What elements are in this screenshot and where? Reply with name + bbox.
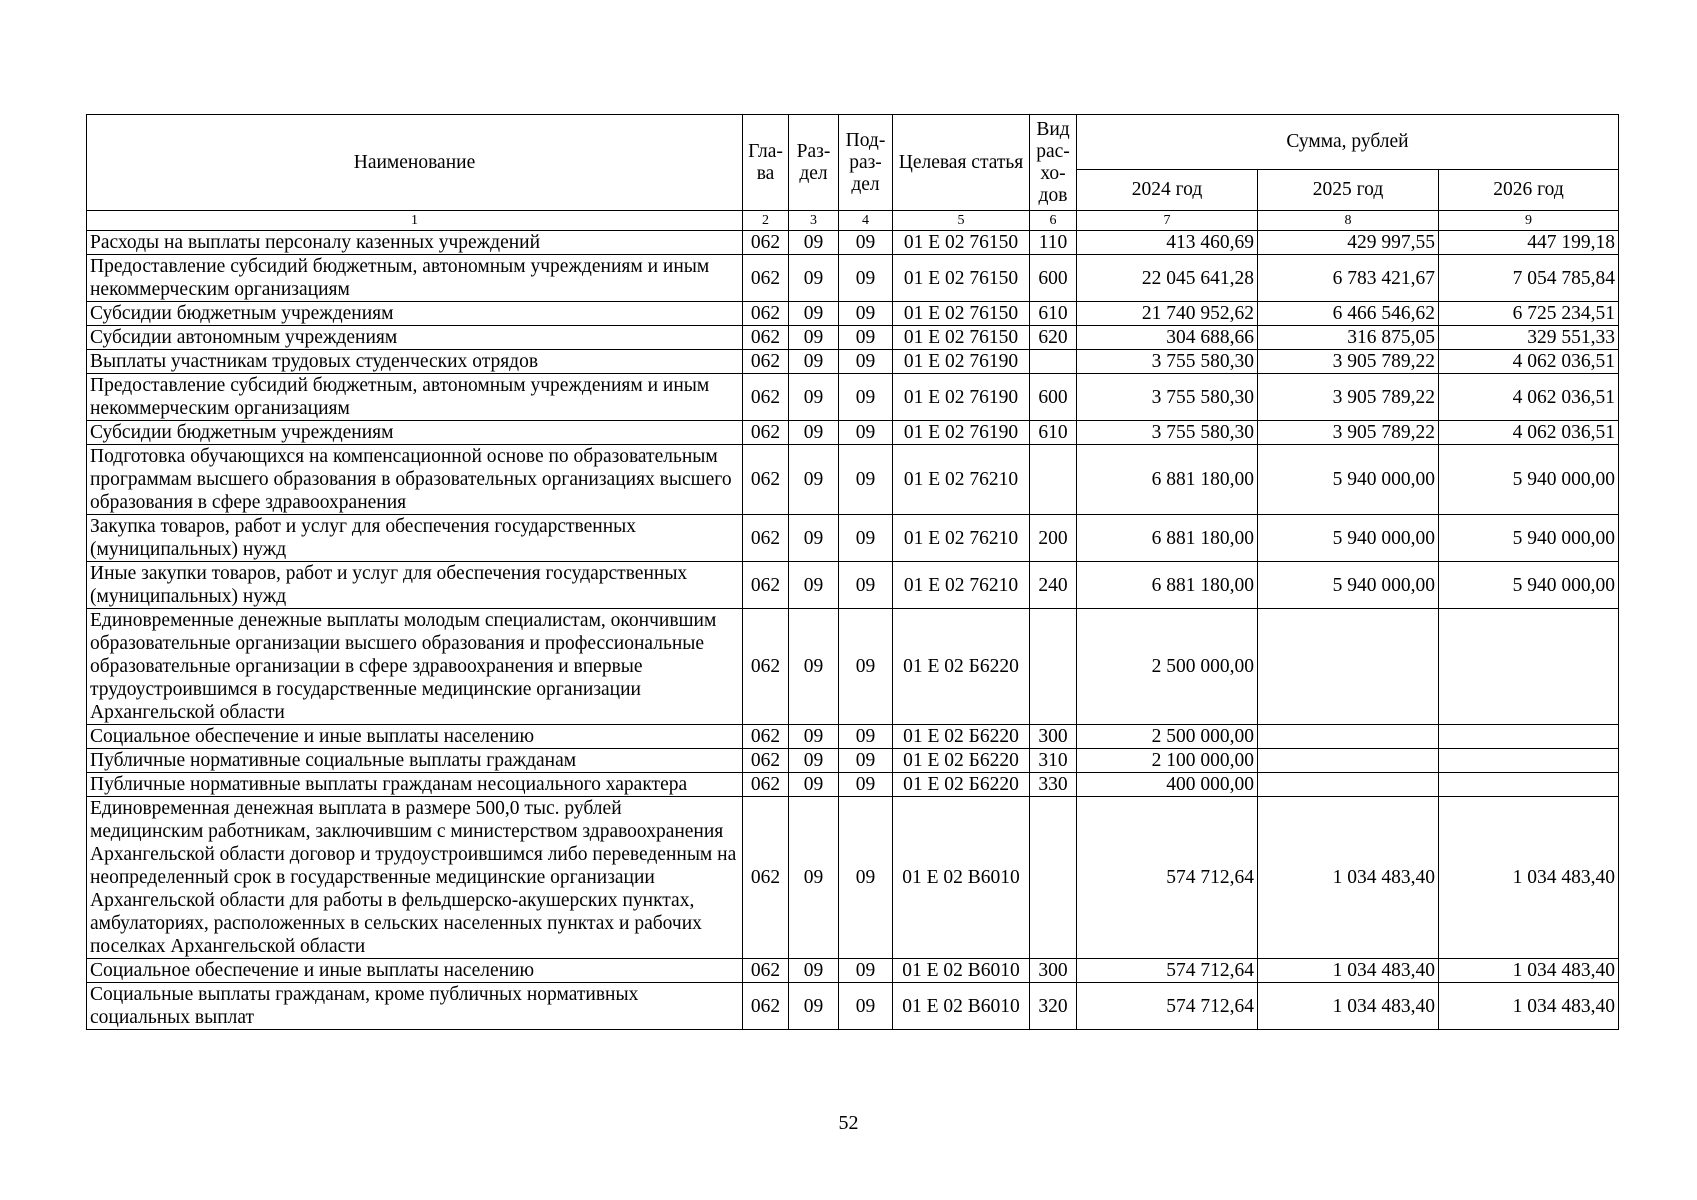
cell-sum-2026: 329 551,33: [1439, 326, 1619, 350]
cell-sum-2024: 21 740 952,62: [1077, 302, 1258, 326]
header-razdel: Раз-дел: [789, 115, 839, 211]
cell-razdel: 09: [789, 515, 839, 562]
table-row: [87, 773, 1619, 797]
cell-sum-2025: 3 905 789,22: [1258, 421, 1439, 445]
cell-name: Публичные нормативные социальные выплаты гражданам: [87, 749, 743, 773]
cell-sum-2024: 22 045 641,28: [1077, 255, 1258, 302]
cell-vid-rashodov: 600: [1030, 255, 1077, 302]
cell-podrazdel: 09: [839, 326, 893, 350]
cell-sum-2025: [1258, 609, 1439, 725]
cell-glava: 062: [743, 231, 789, 255]
cell-sum-2024: 413 460,69: [1077, 231, 1258, 255]
cell-razdel: 09: [789, 773, 839, 797]
column-index: 6: [1030, 211, 1077, 231]
table-row: [87, 983, 1619, 1030]
cell-sum-2026: 7 054 785,84: [1439, 255, 1619, 302]
cell-name: Выплаты участникам трудовых студенческих отрядов: [87, 350, 743, 374]
column-index: 9: [1439, 211, 1619, 231]
cell-vid-rashodov: 240: [1030, 562, 1077, 609]
cell-vid-rashodov: 310: [1030, 749, 1077, 773]
cell-sum-2025: 1 034 483,40: [1258, 797, 1439, 959]
cell-sum-2026: [1439, 749, 1619, 773]
cell-sum-2025: 1 034 483,40: [1258, 959, 1439, 983]
cell-glava: 062: [743, 609, 789, 725]
cell-sum-2025: 1 034 483,40: [1258, 983, 1439, 1030]
table-row: [87, 609, 1619, 725]
cell-name: Публичные нормативные выплаты гражданам несоциального характера: [87, 773, 743, 797]
cell-sum-2024: 574 712,64: [1077, 959, 1258, 983]
cell-sum-2024: 574 712,64: [1077, 797, 1258, 959]
cell-podrazdel: 09: [839, 749, 893, 773]
cell-razdel: 09: [789, 749, 839, 773]
column-index: 7: [1077, 211, 1258, 231]
cell-sum-2024: 6 881 180,00: [1077, 515, 1258, 562]
table-row: [87, 445, 1619, 515]
header-glava: Гла-ва: [743, 115, 789, 211]
cell-celevaya-statya: 01 Е 02 76150: [893, 255, 1030, 302]
cell-sum-2025: 429 997,55: [1258, 231, 1439, 255]
header-row: [87, 115, 1619, 170]
cell-sum-2024: 6 881 180,00: [1077, 562, 1258, 609]
cell-sum-2025: [1258, 749, 1439, 773]
cell-name: Субсидии бюджетным учреждениям: [87, 421, 743, 445]
cell-glava: 062: [743, 562, 789, 609]
table-row: [87, 749, 1619, 773]
cell-name: Социальное обеспечение и иные выплаты населению: [87, 959, 743, 983]
cell-vid-rashodov: 610: [1030, 302, 1077, 326]
table-row: [87, 350, 1619, 374]
column-index: 3: [789, 211, 839, 231]
cell-name: Единовременная денежная выплата в размере 500,0 тыс. рублей медицинским работникам, заключившим с министерством здравоохранения Архангельской области договор и трудоустроившимся либо переведенным на неопределенный срок в государственные медицинские организации Архангельской области для работы в фельдшерско-акушерских пунктах, амбулаториях, расположенных в сельских населенных пунктах и рабочих поселках Архангельской области: [87, 797, 743, 959]
cell-podrazdel: 09: [839, 959, 893, 983]
cell-sum-2026: 1 034 483,40: [1439, 797, 1619, 959]
cell-podrazdel: 09: [839, 562, 893, 609]
cell-glava: 062: [743, 959, 789, 983]
cell-sum-2024: 2 100 000,00: [1077, 749, 1258, 773]
cell-sum-2026: [1439, 609, 1619, 725]
cell-razdel: 09: [789, 609, 839, 725]
cell-razdel: 09: [789, 562, 839, 609]
cell-razdel: 09: [789, 983, 839, 1030]
cell-sum-2024: 574 712,64: [1077, 983, 1258, 1030]
cell-sum-2025: 316 875,05: [1258, 326, 1439, 350]
column-index: 4: [839, 211, 893, 231]
cell-sum-2026: 6 725 234,51: [1439, 302, 1619, 326]
table-row: [87, 725, 1619, 749]
cell-glava: 062: [743, 725, 789, 749]
header-year-2026: 2026 год: [1439, 170, 1619, 211]
cell-sum-2025: 5 940 000,00: [1258, 445, 1439, 515]
cell-name: Субсидии бюджетным учреждениям: [87, 302, 743, 326]
cell-glava: 062: [743, 302, 789, 326]
cell-podrazdel: 09: [839, 515, 893, 562]
cell-glava: 062: [743, 515, 789, 562]
cell-glava: 062: [743, 749, 789, 773]
cell-celevaya-statya: 01 Е 02 76190: [893, 421, 1030, 445]
cell-razdel: 09: [789, 725, 839, 749]
cell-razdel: 09: [789, 374, 839, 421]
cell-podrazdel: 09: [839, 255, 893, 302]
cell-celevaya-statya: 01 Е 02 Б6220: [893, 609, 1030, 725]
cell-podrazdel: 09: [839, 231, 893, 255]
cell-sum-2026: 5 940 000,00: [1439, 445, 1619, 515]
table-row: [87, 231, 1619, 255]
column-index: 5: [893, 211, 1030, 231]
cell-podrazdel: 09: [839, 350, 893, 374]
cell-sum-2025: [1258, 725, 1439, 749]
cell-sum-2025: [1258, 773, 1439, 797]
cell-vid-rashodov: 300: [1030, 959, 1077, 983]
cell-glava: 062: [743, 983, 789, 1030]
cell-sum-2024: 3 755 580,30: [1077, 350, 1258, 374]
cell-razdel: 09: [789, 350, 839, 374]
cell-vid-rashodov: 110: [1030, 231, 1077, 255]
cell-razdel: 09: [789, 445, 839, 515]
cell-glava: 062: [743, 773, 789, 797]
cell-sum-2025: 3 905 789,22: [1258, 350, 1439, 374]
cell-sum-2025: 6 783 421,67: [1258, 255, 1439, 302]
cell-name: Социальное обеспечение и иные выплаты населению: [87, 725, 743, 749]
table-row: [87, 797, 1619, 959]
cell-vid-rashodov: 600: [1030, 374, 1077, 421]
cell-celevaya-statya: 01 Е 02 В6010: [893, 959, 1030, 983]
cell-podrazdel: 09: [839, 445, 893, 515]
table-row: [87, 302, 1619, 326]
cell-celevaya-statya: 01 Е 02 76210: [893, 562, 1030, 609]
cell-celevaya-statya: 01 Е 02 Б6220: [893, 725, 1030, 749]
table-row: [87, 374, 1619, 421]
cell-podrazdel: 09: [839, 773, 893, 797]
cell-name: Субсидии автономным учреждениям: [87, 326, 743, 350]
cell-glava: 062: [743, 326, 789, 350]
cell-name: Предоставление субсидий бюджетным, автономным учреждениям и иным некоммерческим организациям: [87, 255, 743, 302]
column-index-row: [87, 211, 1619, 231]
cell-name: Социальные выплаты гражданам, кроме публичных нормативных социальных выплат: [87, 983, 743, 1030]
cell-razdel: 09: [789, 797, 839, 959]
cell-name: Подготовка обучающихся на компенсационной основе по образовательным программам высшего образования в образовательных организациях высшего образования в сфере здравоохранения: [87, 445, 743, 515]
table-row: [87, 326, 1619, 350]
cell-vid-rashodov: 330: [1030, 773, 1077, 797]
cell-razdel: 09: [789, 255, 839, 302]
cell-glava: 062: [743, 255, 789, 302]
cell-sum-2026: 5 940 000,00: [1439, 515, 1619, 562]
cell-sum-2024: 6 881 180,00: [1077, 445, 1258, 515]
header-summa: Сумма, рублей: [1077, 115, 1619, 170]
cell-podrazdel: 09: [839, 374, 893, 421]
cell-podrazdel: 09: [839, 609, 893, 725]
header-year-2025: 2025 год: [1258, 170, 1439, 211]
cell-razdel: 09: [789, 959, 839, 983]
cell-celevaya-statya: 01 Е 02 В6010: [893, 797, 1030, 959]
cell-podrazdel: 09: [839, 983, 893, 1030]
cell-name: Иные закупки товаров, работ и услуг для обеспечения государственных (муниципальных) нужд: [87, 562, 743, 609]
cell-celevaya-statya: 01 Е 02 Б6220: [893, 749, 1030, 773]
header-year-2024: 2024 год: [1077, 170, 1258, 211]
cell-glava: 062: [743, 445, 789, 515]
cell-sum-2026: 4 062 036,51: [1439, 374, 1619, 421]
cell-sum-2026: 1 034 483,40: [1439, 983, 1619, 1030]
cell-glava: 062: [743, 350, 789, 374]
cell-sum-2025: 3 905 789,22: [1258, 374, 1439, 421]
header-podrazdel: Под-раз-дел: [839, 115, 893, 211]
cell-vid-rashodov: 620: [1030, 326, 1077, 350]
cell-razdel: 09: [789, 421, 839, 445]
budget-table: [86, 114, 1619, 1030]
table-row: [87, 515, 1619, 562]
cell-sum-2024: 3 755 580,30: [1077, 421, 1258, 445]
table-body: [87, 231, 1619, 1030]
cell-sum-2024: 400 000,00: [1077, 773, 1258, 797]
cell-razdel: 09: [789, 326, 839, 350]
cell-sum-2025: 5 940 000,00: [1258, 562, 1439, 609]
cell-sum-2026: 447 199,18: [1439, 231, 1619, 255]
header-celevaya-statya: Целевая статья: [893, 115, 1030, 211]
cell-podrazdel: 09: [839, 797, 893, 959]
cell-vid-rashodov: 300: [1030, 725, 1077, 749]
cell-name: Единовременные денежные выплаты молодым специалистам, окончившим образовательные организации высшего образования и профессиональные образовательные организации в сфере здравоохранения и впервые трудоустроившимся в государственные медицинские организации Архангельской области: [87, 609, 743, 725]
cell-name: Предоставление субсидий бюджетным, автономным учреждениям и иным некоммерческим организациям: [87, 374, 743, 421]
cell-podrazdel: 09: [839, 725, 893, 749]
cell-celevaya-statya: 01 Е 02 76190: [893, 350, 1030, 374]
cell-sum-2024: 304 688,66: [1077, 326, 1258, 350]
cell-vid-rashodov: [1030, 350, 1077, 374]
cell-sum-2026: 5 940 000,00: [1439, 562, 1619, 609]
column-index: 1: [87, 211, 743, 231]
cell-celevaya-statya: 01 Е 02 76150: [893, 302, 1030, 326]
cell-glava: 062: [743, 421, 789, 445]
cell-vid-rashodov: [1030, 445, 1077, 515]
cell-sum-2024: 2 500 000,00: [1077, 609, 1258, 725]
page-number: 52: [838, 1112, 859, 1134]
cell-celevaya-statya: 01 Е 02 76210: [893, 445, 1030, 515]
cell-celevaya-statya: 01 Е 02 76210: [893, 515, 1030, 562]
column-index: 8: [1258, 211, 1439, 231]
column-index: 2: [743, 211, 789, 231]
header-name: Наименование: [87, 115, 743, 211]
cell-podrazdel: 09: [839, 421, 893, 445]
cell-vid-rashodov: [1030, 609, 1077, 725]
cell-sum-2026: 4 062 036,51: [1439, 421, 1619, 445]
cell-podrazdel: 09: [839, 302, 893, 326]
table-row: [87, 255, 1619, 302]
cell-name: Закупка товаров, работ и услуг для обеспечения государственных (муниципальных) нужд: [87, 515, 743, 562]
table-row: [87, 562, 1619, 609]
cell-vid-rashodov: 200: [1030, 515, 1077, 562]
cell-celevaya-statya: 01 Е 02 76150: [893, 231, 1030, 255]
cell-vid-rashodov: 320: [1030, 983, 1077, 1030]
table-row: [87, 959, 1619, 983]
cell-sum-2026: [1439, 773, 1619, 797]
table-row: [87, 421, 1619, 445]
cell-sum-2024: 2 500 000,00: [1077, 725, 1258, 749]
cell-sum-2026: 1 034 483,40: [1439, 959, 1619, 983]
cell-sum-2025: 6 466 546,62: [1258, 302, 1439, 326]
cell-celevaya-statya: 01 Е 02 В6010: [893, 983, 1030, 1030]
cell-glava: 062: [743, 374, 789, 421]
cell-sum-2026: 4 062 036,51: [1439, 350, 1619, 374]
cell-celevaya-statya: 01 Е 02 76150: [893, 326, 1030, 350]
cell-vid-rashodov: [1030, 797, 1077, 959]
cell-name: Расходы на выплаты персоналу казенных учреждений: [87, 231, 743, 255]
cell-sum-2024: 3 755 580,30: [1077, 374, 1258, 421]
cell-glava: 062: [743, 797, 789, 959]
cell-sum-2026: [1439, 725, 1619, 749]
cell-razdel: 09: [789, 302, 839, 326]
cell-celevaya-statya: 01 Е 02 Б6220: [893, 773, 1030, 797]
cell-sum-2025: 5 940 000,00: [1258, 515, 1439, 562]
header-vid-rashodov: Вид рас-хо-дов: [1030, 115, 1077, 211]
cell-razdel: 09: [789, 231, 839, 255]
cell-vid-rashodov: 610: [1030, 421, 1077, 445]
cell-celevaya-statya: 01 Е 02 76190: [893, 374, 1030, 421]
